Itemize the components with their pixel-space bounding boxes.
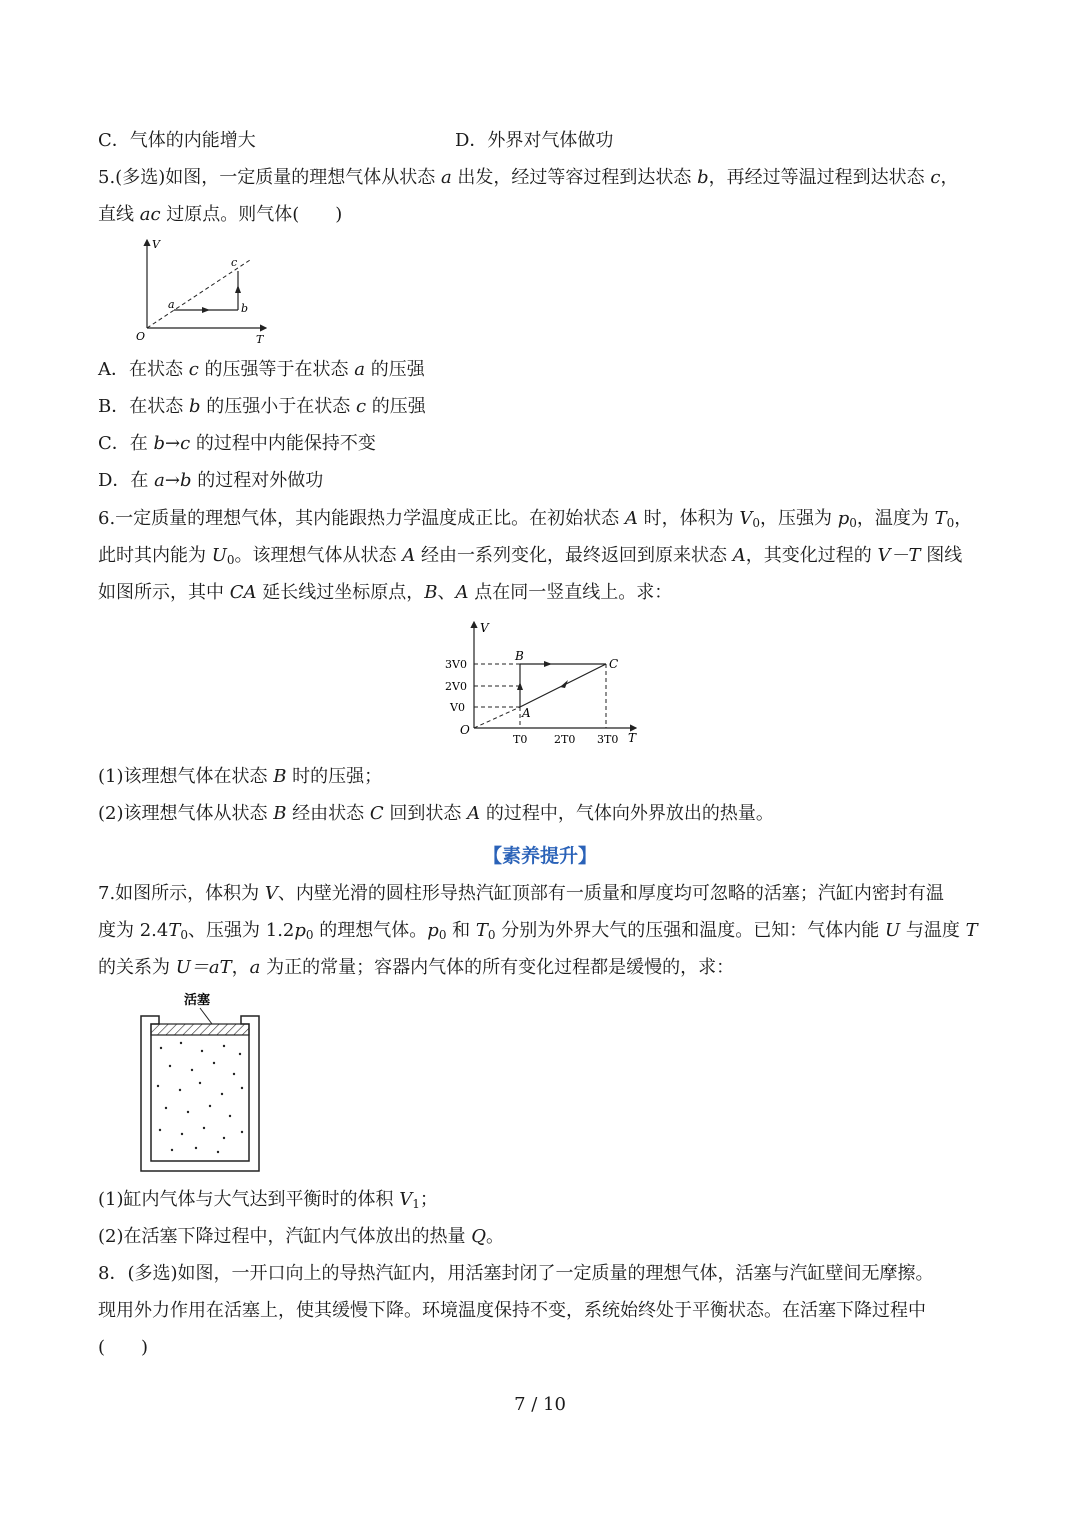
- q5-vt-graph: [130, 234, 275, 346]
- q6-stem-line1: 6.一定质量的理想气体，其内能跟热力学温度成正比。在初始状态 A 时，体积为 $V_0$，压强为 $p_0$，温度为 $T_0$，: [98, 508, 973, 530]
- q6-sub2: (2)该理想气体从状态 B 经由状态 C 回到状态 A 的过程中，气体向外界放出的热量。: [98, 803, 774, 824]
- q5-origin-label: O: [136, 330, 146, 343]
- q7-piston: [151, 1024, 249, 1035]
- q5-dashed-line-ac: [147, 260, 250, 328]
- q8-stem-line1: 8．(多选)如图，一开口向上的导热汽缸内，用活塞封闭了一定质量的理想气体，活塞与汽缸壁间无摩擦。: [98, 1263, 934, 1284]
- q6-point-b: B: [515, 649, 524, 663]
- q6-axis-t-label: T: [628, 731, 637, 745]
- q5-point-c: c: [231, 256, 238, 269]
- section-title: 【素养提升】: [482, 845, 597, 867]
- q5-point-b: b: [241, 302, 249, 315]
- q5-stem-line2: 直线 ac 过原点。则气体( ): [98, 204, 343, 225]
- q6-point-a: A: [522, 706, 531, 720]
- q7-stem-line2: 度为 $2.4T_0$、压强为 $1.2p_0$ 的理想气体。$p_0$ 和 $T_0$ 分别为外界大气的压强和温度。已知：气体内能 U 与温度 T: [98, 920, 978, 942]
- q5-option-b: B．在状态 b 的压强小于在状态 c 的压强: [98, 396, 426, 417]
- q6-origin-label: O: [460, 723, 470, 737]
- q7-stem-line1: 7.如图所示，体积为 V、内壁光滑的圆柱形导热汽缸顶部有一质量和厚度均可忽略的活塞；汽缸内密封有温: [98, 883, 944, 904]
- q6-sub1: (1)该理想气体在状态 B 时的压强；: [98, 766, 383, 787]
- q7-cylinder-outer-wall: [141, 1016, 259, 1171]
- q7-piston-label: 活塞: [184, 993, 211, 1008]
- page-number: 7 / 10: [514, 1394, 566, 1415]
- q7-sub2: (2)在活塞下降过程中，汽缸内气体放出的热量 Q。: [98, 1226, 504, 1247]
- q6-stem-line3: 如图所示，其中 CA 延长线过坐标原点，B、A 点在同一竖直线上。求：: [98, 582, 673, 603]
- q5-option-d: D．在 a→b 的过程对外做功: [98, 470, 324, 491]
- q6-ytick-2v0: 2V0: [445, 680, 467, 693]
- q7-stem-line3: 的关系为 U＝aT，a 为正的常量；容器内气体的所有变化过程都是缓慢的，求：: [98, 957, 735, 978]
- q6-dashed-extension-ca: [474, 707, 520, 728]
- q4-option-d: D．外界对气体做功: [455, 130, 614, 151]
- q5-stem-line1: 5.(多选)如图，一定质量的理想气体从状态 a 出发，经过等容过程到达状态 b，再经过等温过程到达状态 c，: [98, 167, 959, 188]
- q4-option-c: C．气体的内能增大: [98, 130, 256, 151]
- q6-xtick-2t0: 2T0: [554, 733, 576, 746]
- q6-stem-line2: 此时其内能为 $U_0$。该理想气体从状态 A 经由一系列变化，最终返回到原来状态 A，其变化过程的 V－T 图线: [98, 545, 963, 567]
- q8-stem-line3: ( ): [98, 1337, 149, 1358]
- q6-vt-graph: [440, 616, 650, 754]
- q7-gas-particles: [157, 1042, 243, 1153]
- q6-xtick-3t0: 3T0: [597, 733, 619, 746]
- q5-option-c: C．在 b→c 的过程中内能保持不变: [98, 433, 376, 454]
- q6-point-c: C: [609, 657, 619, 671]
- q6-ytick-3v0: 3V0: [445, 658, 467, 671]
- q8-stem-line2: 现用外力作用在活塞上，使其缓慢下降。环境温度保持不变，系统始终处于平衡状态。在活塞下降过程中: [98, 1300, 926, 1321]
- q5-point-a: a: [168, 298, 175, 311]
- q7-sub1: (1)缸内气体与大气达到平衡时的体积 $V_1$；: [98, 1189, 438, 1211]
- q5-axis-t-label: T: [256, 333, 264, 346]
- q7-cylinder-figure: [136, 988, 264, 1176]
- q5-axis-v-label: V: [152, 238, 160, 251]
- q6-axis-v-label: V: [480, 621, 489, 635]
- q5-option-a: A．在状态 c 的压强等于在状态 a 的压强: [98, 359, 425, 380]
- q6-ytick-v0: V0: [450, 701, 465, 714]
- q6-xtick-t0: T0: [513, 733, 528, 746]
